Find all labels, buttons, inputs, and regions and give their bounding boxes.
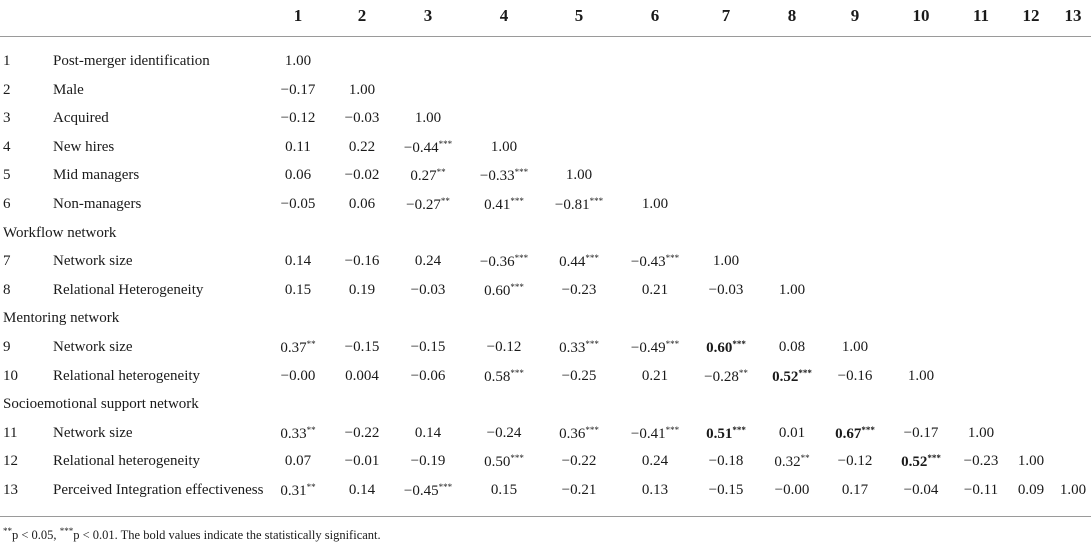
top-rule <box>0 36 1091 37</box>
row-label: Network size <box>53 253 133 270</box>
significance-marker: *** <box>514 167 529 178</box>
row-label: Relational heterogeneity <box>53 367 201 384</box>
significance-marker: *** <box>585 339 599 349</box>
row-label: Relational heterogeneity <box>53 453 201 470</box>
table-row <box>0 419 1091 447</box>
row-number: 8 <box>3 281 11 298</box>
significance-marker: *** <box>927 453 941 464</box>
table-row <box>0 362 1091 390</box>
cell-value: −0.81 <box>554 197 590 213</box>
cell-value: 0.31 <box>280 483 307 499</box>
row-label: Non-managers <box>53 196 142 212</box>
row-label: Perceived Integration effectiveness <box>53 482 264 498</box>
table-row <box>0 190 1091 218</box>
cell-value: −0.12 <box>837 453 873 470</box>
cell-value: 0.33 <box>559 340 586 356</box>
cell-value: 0.36 <box>559 425 586 442</box>
cell-value: 0.58 <box>484 368 511 385</box>
significance-marker: *** <box>438 482 453 492</box>
significance-marker: ** <box>440 196 450 206</box>
significance-marker: *** <box>589 196 604 206</box>
cell-value: 0.01 <box>778 424 806 441</box>
significance-marker: *** <box>732 339 746 349</box>
cell-value: 0.19 <box>348 281 376 298</box>
cell-value: −0.00 <box>280 367 316 384</box>
cell-value: −0.17 <box>903 424 939 441</box>
table-row <box>0 133 1091 161</box>
section-heading: Socioemotional support network <box>3 396 199 413</box>
significance-marker: ** <box>800 453 810 464</box>
section-heading-row <box>0 304 1091 332</box>
cell-value: −0.02 <box>344 167 380 184</box>
cell-value: −0.04 <box>903 482 939 498</box>
row-number: 5 <box>3 167 11 184</box>
significance-marker: *** <box>585 424 599 435</box>
cell-value: −0.05 <box>280 196 316 212</box>
footnote-sup-1: ** <box>3 526 12 536</box>
table-cell <box>317 82 407 99</box>
cell-value: 0.67 <box>835 425 862 442</box>
cell-value: 0.15 <box>490 482 518 498</box>
cell-value: 1.00 <box>565 167 593 184</box>
column-header-6: 6 <box>650 6 660 25</box>
cell-value: 0.14 <box>284 253 312 270</box>
cell-value: −0.43 <box>630 254 666 271</box>
row-label: Network size <box>53 424 133 441</box>
table-cell <box>610 196 700 213</box>
cell-value: −0.12 <box>486 339 522 355</box>
significance-marker: ** <box>306 339 316 349</box>
cell-value: −0.22 <box>344 424 380 441</box>
cell-value: 0.60 <box>484 282 511 299</box>
column-header-3: 3 <box>423 6 433 25</box>
row-number: 13 <box>3 482 18 498</box>
cell-value: 1.00 <box>490 138 518 155</box>
cell-value: −0.27 <box>406 197 441 213</box>
table-cell <box>253 53 343 70</box>
row-number: 11 <box>3 424 18 441</box>
cell-value: 0.21 <box>641 367 669 384</box>
column-header-10: 10 <box>912 6 930 25</box>
cell-value: −0.00 <box>774 482 810 498</box>
cell-value: −0.33 <box>479 168 515 185</box>
significance-marker: *** <box>861 424 875 435</box>
significance-marker: *** <box>514 253 529 264</box>
row-number: 7 <box>3 253 11 270</box>
footnote-text-2: p < 0.01. The bold values indicate the statistically significant. <box>73 528 381 542</box>
significance-marker: *** <box>510 367 524 378</box>
cell-value: −0.44 <box>403 139 439 156</box>
row-number: 6 <box>3 196 11 212</box>
row-label: Post-merger identification <box>53 53 210 69</box>
significance-marker: ** <box>306 424 316 435</box>
cell-value: 0.13 <box>641 482 669 498</box>
cell-value: −0.25 <box>561 367 597 384</box>
table-row <box>0 76 1091 104</box>
row-number: 10 <box>3 367 18 384</box>
table-cell <box>986 453 1076 470</box>
table-row <box>0 276 1091 304</box>
row-number: 4 <box>3 138 11 155</box>
cell-value: −0.24 <box>486 424 522 441</box>
cell-value: −0.49 <box>630 340 666 356</box>
table-cell <box>810 339 900 356</box>
cell-value: −0.15 <box>410 339 446 355</box>
row-number: 12 <box>3 453 18 470</box>
table-cell <box>534 167 624 184</box>
significance-marker: *** <box>510 281 524 292</box>
row-label: Mid managers <box>53 167 140 184</box>
cell-value: 0.51 <box>706 425 733 442</box>
cell-value: 1.00 <box>641 196 669 212</box>
column-header-11: 11 <box>972 6 990 25</box>
column-header-4: 4 <box>499 6 509 25</box>
table-cell <box>936 425 1026 442</box>
footnote <box>3 526 381 543</box>
row-label: Male <box>53 81 84 98</box>
cell-value: −0.03 <box>410 281 446 298</box>
table-cell <box>1028 482 1091 499</box>
significance-marker: *** <box>798 367 812 378</box>
row-label: New hires <box>53 138 115 155</box>
row-number: 9 <box>3 339 11 355</box>
cell-value: 0.33 <box>280 425 307 442</box>
cell-value: 0.14 <box>414 424 442 441</box>
cell-value: −0.15 <box>344 339 380 355</box>
significance-marker: ** <box>306 482 316 492</box>
cell-value: 0.52 <box>772 368 799 385</box>
column-header-2: 2 <box>357 6 367 25</box>
table-cell <box>383 110 473 127</box>
cell-value: −0.19 <box>410 453 446 470</box>
cell-value: 1.00 <box>1017 453 1045 470</box>
cell-value: 0.24 <box>641 453 669 470</box>
section-heading-row <box>0 219 1091 247</box>
cell-value: −0.06 <box>410 367 446 384</box>
column-header-8: 8 <box>787 6 797 25</box>
significance-marker: *** <box>510 196 524 206</box>
column-header-1: 1 <box>293 6 303 25</box>
cell-value: 0.06 <box>284 167 312 184</box>
cell-value: −0.21 <box>561 482 597 498</box>
significance-marker: *** <box>585 253 599 264</box>
cell-value: 0.07 <box>284 453 312 470</box>
cell-value: 1.00 <box>712 253 740 270</box>
cell-value: −0.16 <box>837 367 873 384</box>
cell-value: 0.21 <box>641 281 669 298</box>
cell-value: 0.44 <box>559 254 586 271</box>
row-label: Relational Heterogeneity <box>53 281 204 298</box>
cell-value: −0.22 <box>561 453 597 470</box>
column-header-13: 13 <box>1064 6 1082 25</box>
table-row <box>0 447 1091 475</box>
cell-value: 0.52 <box>901 454 928 471</box>
cell-value: 1.00 <box>414 110 442 127</box>
table-cell <box>876 368 966 385</box>
cell-value: 0.08 <box>778 339 806 355</box>
cell-value: 0.15 <box>284 281 312 298</box>
significance-marker: *** <box>665 253 680 264</box>
column-header-9: 9 <box>850 6 860 25</box>
table-cell <box>459 139 549 156</box>
significance-marker: *** <box>665 339 680 349</box>
table-cell <box>747 282 837 299</box>
significance-marker: *** <box>732 424 746 435</box>
significance-marker: *** <box>438 138 453 149</box>
cell-value: −0.16 <box>344 253 380 270</box>
column-header-7: 7 <box>721 6 731 25</box>
row-label: Network size <box>53 339 133 355</box>
cell-value: 0.22 <box>348 138 376 155</box>
cell-value: −0.01 <box>344 453 380 470</box>
cell-value: −0.36 <box>479 254 515 271</box>
cell-value: 0.11 <box>285 138 311 155</box>
cell-value: 1.00 <box>841 339 869 355</box>
cell-value: −0.15 <box>708 482 744 498</box>
cell-value: 0.24 <box>414 253 442 270</box>
cell-value: 0.004 <box>345 367 379 384</box>
cell-value: −0.03 <box>708 281 744 298</box>
cell-value: 1.00 <box>348 81 376 98</box>
cell-value: 1.00 <box>967 424 995 441</box>
cell-value: 0.37 <box>280 340 307 356</box>
cell-value: 0.14 <box>348 482 376 498</box>
bottom-rule <box>0 516 1091 517</box>
cell-value: 1.00 <box>284 53 312 69</box>
significance-marker: ** <box>436 167 446 178</box>
cell-value: 0.32 <box>774 454 801 471</box>
significance-marker: *** <box>665 424 680 435</box>
table-row <box>0 333 1091 361</box>
cell-value: −0.17 <box>280 81 316 98</box>
table-row <box>0 104 1091 132</box>
cell-value: 1.00 <box>907 367 935 384</box>
table-cell <box>681 253 771 270</box>
cell-value: 0.41 <box>484 197 511 213</box>
cell-value: −0.12 <box>280 110 316 127</box>
cell-value: 0.60 <box>706 340 733 356</box>
cell-value: 0.06 <box>348 196 376 212</box>
section-heading: Mentoring network <box>3 310 120 327</box>
column-header-5: 5 <box>574 6 584 25</box>
cell-value: −0.03 <box>344 110 380 127</box>
cell-value: 1.00 <box>1059 482 1087 498</box>
footnote-text-1: p < 0.05, <box>12 528 60 542</box>
row-number: 2 <box>3 81 11 98</box>
footnote-sup-2: *** <box>59 526 74 536</box>
cell-value: −0.28 <box>704 368 739 385</box>
table-row <box>0 47 1091 75</box>
cell-value: 0.09 <box>1017 482 1045 498</box>
section-heading-row <box>0 390 1091 418</box>
cell-value: 0.17 <box>841 482 869 498</box>
significance-marker: ** <box>738 367 748 378</box>
cell-value: 0.50 <box>484 454 511 471</box>
table-row <box>0 161 1091 189</box>
cell-value: −0.45 <box>403 483 439 499</box>
cell-value: −0.23 <box>963 453 999 470</box>
cell-value: −0.41 <box>630 425 666 442</box>
row-number: 1 <box>3 53 11 69</box>
cell-value: −0.11 <box>963 482 999 498</box>
row-number: 3 <box>3 110 11 127</box>
cell-value: −0.23 <box>561 281 597 298</box>
significance-marker: *** <box>510 453 524 464</box>
cell-value: 0.27 <box>410 168 437 185</box>
section-heading: Workflow network <box>3 224 117 241</box>
table-row <box>0 247 1091 275</box>
column-header-12: 12 <box>1022 6 1040 25</box>
table-row <box>0 476 1091 504</box>
cell-value: −0.18 <box>708 453 744 470</box>
cell-value: 1.00 <box>778 281 806 298</box>
row-label: Acquired <box>53 110 109 127</box>
